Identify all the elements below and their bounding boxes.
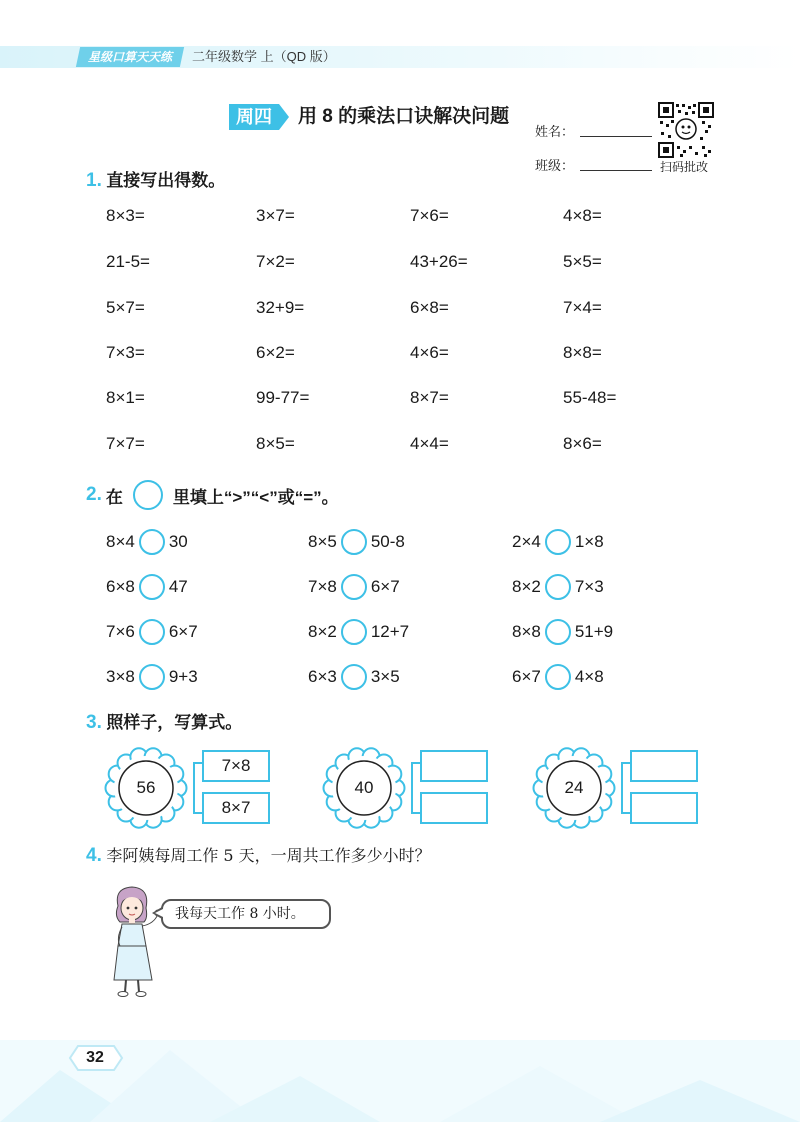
q3-number: 3. (86, 712, 102, 733)
q2-text-after: 里填上“>”“<”或“=”。 (172, 487, 339, 507)
compare-left: 8×4 (106, 532, 135, 551)
q1-heading (86, 166, 225, 192)
q1-item: 32+9= (256, 298, 305, 317)
q1-item: 3×7= (256, 206, 295, 225)
compare-right: 1×8 (574, 532, 604, 551)
bracket (193, 762, 202, 814)
book-title: 二年级数学 上（QD 版） (192, 49, 336, 64)
lesson-title: 用 8 的乘法口诀解决问题 (298, 106, 510, 127)
compare-circle-input[interactable] (139, 529, 165, 555)
q1-item: 21-5= (106, 252, 150, 271)
compare-item (308, 619, 409, 645)
compare-right: 7×3 (574, 577, 604, 596)
compare-right: 4×8 (574, 667, 604, 686)
compare-circle-input[interactable] (139, 574, 165, 600)
class-label: 班级： (535, 159, 575, 174)
q1-item: 8×1= (106, 388, 145, 407)
day-badge: 周四 (229, 104, 279, 130)
compare-circle-input[interactable] (341, 664, 367, 690)
compare-item (308, 574, 400, 600)
compare-left: 6×8 (106, 577, 135, 596)
compare-circle-input[interactable] (545, 574, 571, 600)
compare-left: 7×6 (106, 622, 135, 641)
q1-item: 43+26= (410, 252, 468, 271)
compare-circle-input[interactable] (341, 529, 367, 555)
q1-item: 8×3= (106, 206, 145, 225)
q2-text-before: 在 (105, 487, 123, 507)
compare-left: 8×2 (308, 622, 337, 641)
q1-item: 7×3= (106, 343, 145, 362)
compare-left: 8×5 (308, 532, 337, 551)
compare-circle-input[interactable] (545, 664, 571, 690)
compare-item (512, 529, 604, 555)
compare-left: 8×8 (512, 622, 541, 641)
qr-caption: 扫码批改 (660, 160, 709, 174)
q3-heading (86, 708, 242, 734)
q1-text: 直接写出得数。 (106, 171, 226, 190)
compare-item (106, 574, 188, 600)
answer-box[interactable] (420, 750, 488, 782)
compare-right: 3×5 (370, 667, 400, 686)
compare-circle-input[interactable] (341, 574, 367, 600)
q2-number: 2. (86, 484, 102, 505)
compare-left: 8×2 (512, 577, 541, 596)
compare-right: 47 (168, 577, 188, 596)
answer-box[interactable] (420, 792, 488, 824)
speech-bubble-tail-inner (155, 909, 163, 917)
compare-right: 9+3 (168, 667, 198, 686)
q1-item: 7×4= (563, 298, 602, 317)
bracket (411, 762, 420, 814)
q1-item: 7×7= (106, 434, 145, 453)
compare-item (512, 664, 604, 690)
q1-number: 1. (86, 170, 102, 191)
compare-left: 3×8 (106, 667, 135, 686)
compare-circle-input[interactable] (341, 619, 367, 645)
compare-right: 51+9 (574, 622, 614, 641)
answer-box[interactable]: 8×7 (202, 792, 270, 824)
q1-item: 6×8= (410, 298, 449, 317)
q4-number: 4. (86, 845, 102, 866)
q4-text: 李阿姨每周工作 5 天，一周共工作多少小时？ (106, 846, 431, 865)
compare-left: 6×7 (512, 667, 541, 686)
girl-illustration-icon (104, 884, 164, 1000)
q1-item: 5×5= (563, 252, 602, 271)
bracket (621, 762, 630, 814)
series-name: 星级口算天天练 (88, 50, 173, 64)
compare-right: 6×7 (168, 622, 198, 641)
answer-box[interactable] (630, 792, 698, 824)
q1-item: 8×8= (563, 343, 602, 362)
qr-code-icon[interactable] (658, 102, 714, 158)
q1-item: 4×4= (410, 434, 449, 453)
speech-bubble: 我每天工作 8 小时。 (161, 899, 331, 929)
series-tag (76, 47, 184, 67)
class-field[interactable] (580, 156, 652, 171)
compare-item (512, 619, 613, 645)
flower-value: 40 (354, 778, 374, 797)
compare-right: 12+7 (370, 622, 410, 641)
q4-heading (86, 843, 431, 867)
q1-item: 8×7= (410, 388, 449, 407)
answer-box[interactable] (630, 750, 698, 782)
name-field[interactable] (580, 122, 652, 137)
q1-item: 99-77= (256, 388, 310, 407)
compare-item (308, 664, 400, 690)
compare-item (106, 664, 198, 690)
answer-box[interactable]: 7×8 (202, 750, 270, 782)
q1-item: 4×8= (563, 206, 602, 225)
q1-item: 8×6= (563, 434, 602, 453)
q1-item: 5×7= (106, 298, 145, 317)
compare-item (106, 529, 188, 555)
q1-item: 7×6= (410, 206, 449, 225)
compare-item (106, 619, 198, 645)
flower-value: 24 (564, 778, 584, 797)
compare-item (512, 574, 604, 600)
q1-item: 7×2= (256, 252, 295, 271)
name-label: 姓名： (535, 125, 575, 140)
compare-left: 7×8 (308, 577, 337, 596)
compare-right: 50-8 (370, 532, 405, 551)
day-badge-arrow (279, 104, 289, 130)
q1-item: 55-48= (563, 388, 617, 407)
compare-item (308, 529, 405, 555)
q1-item: 4×6= (410, 343, 449, 362)
compare-right: 6×7 (370, 577, 400, 596)
q1-item: 6×2= (256, 343, 295, 362)
compare-right: 30 (168, 532, 188, 551)
compare-circle-input[interactable] (139, 619, 165, 645)
q3-text: 照样子，写算式。 (106, 713, 243, 732)
flower-value: 56 (136, 778, 156, 797)
q2-heading (86, 480, 339, 510)
compare-left: 2×4 (512, 532, 541, 551)
compare-circle-input[interactable] (545, 529, 571, 555)
q1-item: 8×5= (256, 434, 295, 453)
compare-left: 6×3 (308, 667, 337, 686)
compare-circle-input[interactable] (139, 664, 165, 690)
compare-circle-input[interactable] (545, 619, 571, 645)
page-number: 32 (86, 1049, 104, 1066)
q2-sample-circle (133, 480, 163, 510)
